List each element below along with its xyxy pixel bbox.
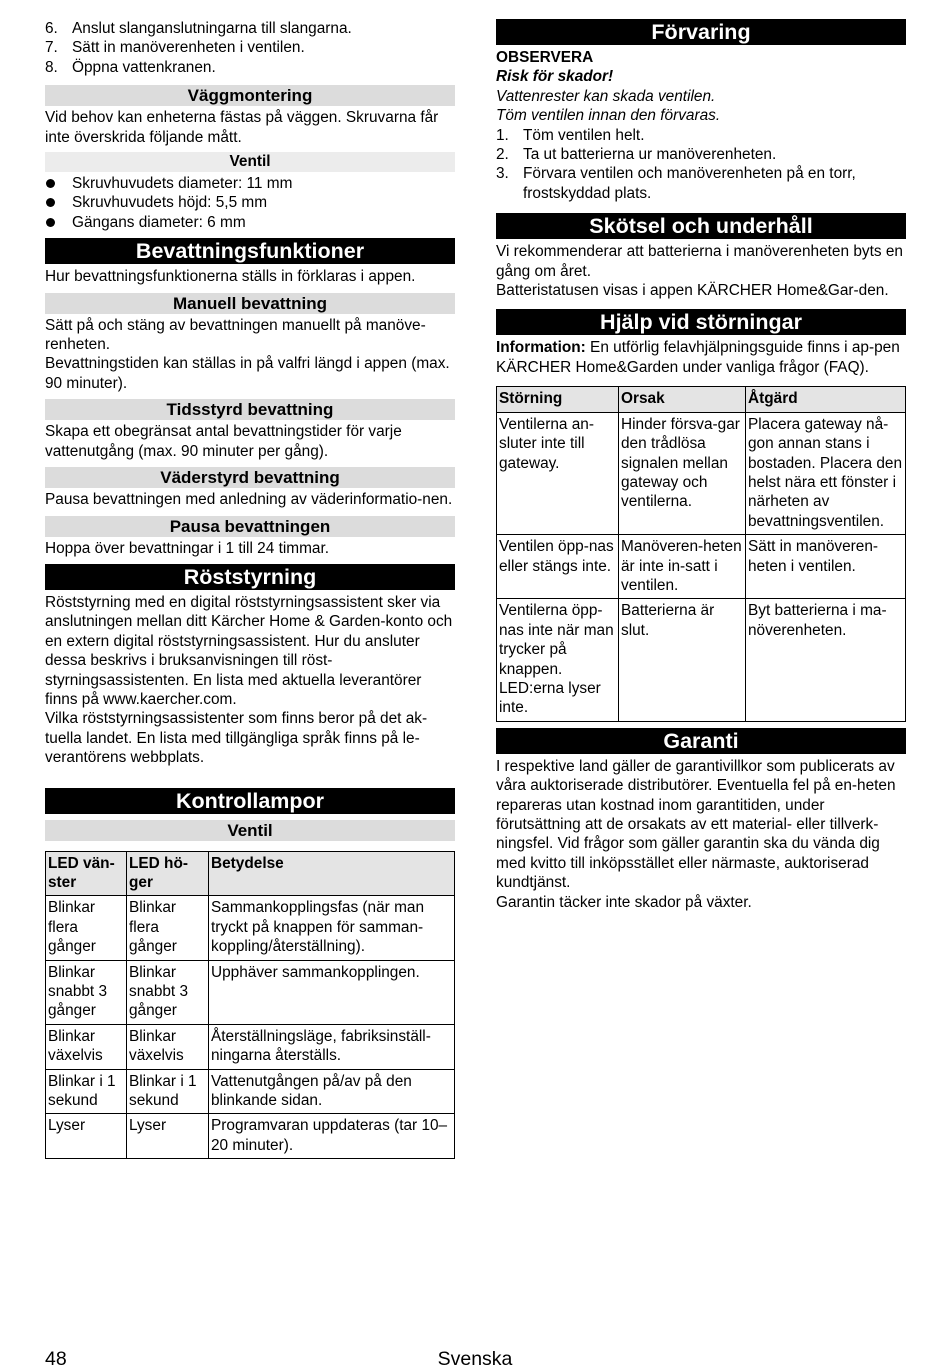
voice-control-text-2: Vilka röststyrningsassistenter som finns beror på det ak-tuella landet. En lista med tillgängliga språk finns på le-verantörens webbplats. (45, 710, 428, 767)
table-header-row (46, 851, 455, 896)
table-cell: Programvaran uppdateras (tar 10–20 minuter). (209, 1114, 455, 1159)
table-cell: Upphäver sammankopplingen. (209, 960, 455, 1024)
table-cell: Blinkar flera gånger (127, 896, 209, 960)
list-item: 8. Öppna vattenkranen. (45, 58, 216, 76)
table-header-cell: LED hö-ger (127, 851, 209, 896)
timed-irrigation-text: Skapa ett obegränsat antal bevattningstider för varje vattenutgång (max. 90 minuter per gång). (45, 423, 402, 460)
warranty-text-1: I respektive land gäller de garantivillkor som publicerats av våra auktoriserade distributörer. Eventuella fel på en-heten repareras utan kostnad inom garantitiden, under förutsättning att de orsakats av ett material- eller tillverk-ningsfel. Vid frågor som gäller garantin ska du vända dig med kvitto till inköpsstället eller närmaste, auktoriserad kundtjänst. (496, 757, 896, 892)
list-item: Gängans diameter: 6 mm (45, 213, 455, 232)
right-column (496, 19, 906, 912)
table-cell: Ventilen öpp-nas eller stängs inte. (497, 535, 619, 599)
voice-control-text-1: Röststyrning med en digital röststyrningsassistent sker via anslutningen mellan ditt Kärcher Home & Garden-konto och en extern digital röststyrningsassistent. Hur du ansluter dessa beskrivs i bruksanvisningen till röst-styrningsassistenten. En lista med aktuella leverantörer finns på www.kaercher.com. (45, 593, 453, 708)
table-header-cell: LED vän-ster (46, 851, 127, 896)
table-cell: Ventilerna öpp-nas inte när man trycker på knappen. LED:erna lyser inte. (497, 599, 619, 721)
table-cell: Blinkar växelvis (46, 1024, 127, 1069)
valve-subheading: Ventil (45, 152, 455, 172)
table-cell: Hinder försva-gar den trådlösa signalen mellan gateway och ventilerna. (619, 412, 746, 534)
warning-line-1: Vattenrester kan skada ventilen. (496, 87, 716, 105)
irrigation-functions-heading: Bevattningsfunktioner (45, 238, 455, 264)
table-cell: Byt batterierna i ma-növerenheten. (746, 599, 906, 721)
table-row (46, 896, 455, 960)
risk-warning: Risk för skador! (496, 68, 614, 86)
list-item: 7. Sätt in manöverenheten i ventilen. (45, 39, 305, 57)
care-text-1: Vi rekommenderar att batterierna i manöverenheten byts en gång om året. (496, 243, 903, 280)
bullet-icon (46, 179, 55, 188)
table-header-cell: Störning (497, 387, 619, 412)
storage-heading: Förvaring (496, 19, 906, 45)
table-header-cell: Åtgärd (746, 387, 906, 412)
list-item: Skruvhuvudets diameter: 11 mm (45, 174, 455, 193)
footer-language: Svenska (437, 1348, 513, 1370)
info-text: En utförlig felavhjälpningsguide finns i ap-pen KÄRCHER Home&Garden under vanliga frågor (FAQ). (496, 339, 900, 376)
timed-irrigation-heading: Tidsstyrd bevattning (45, 399, 455, 420)
valve-bullets (45, 174, 455, 232)
manual-irrigation-text-2: Bevattningstiden kan ställas in på valfri längd i appen (max. 90 minuter). (45, 355, 450, 392)
table-cell: Sammankopplingsfas (när man tryckt på knappen för samman-koppling/återställning). (209, 896, 455, 960)
storage-steps (496, 126, 906, 204)
table-cell: Blinkar växelvis (127, 1024, 209, 1069)
left-column (45, 19, 455, 1163)
wall-mounting-text: Vid behov kan enheterna fästas på väggen. Skruvarna får inte överskrida följande mått. (45, 109, 439, 146)
list-item: 6. Anslut slanganslutningarna till slangarna. (45, 20, 352, 37)
table-cell: Manöveren-heten är inte in-satt i ventilen. (619, 535, 746, 599)
table-row (46, 960, 455, 1024)
voice-control-heading: Röststyrning (45, 564, 455, 590)
indicator-lamps-heading: Kontrollampor (45, 788, 455, 814)
table-header-cell: Betydelse (209, 851, 455, 896)
table-cell: Blinkar i 1 sekund (46, 1069, 127, 1114)
table-cell: Lyser (46, 1114, 127, 1159)
pause-irrigation-text: Hoppa över bevattningar i 1 till 24 timmar. (45, 539, 330, 557)
pause-irrigation-heading: Pausa bevattningen (45, 516, 455, 537)
irrigation-functions-text: Hur bevattningsfunktionerna ställs in förklaras i appen. (45, 268, 416, 286)
care-text-2: Batteristatusen visas i appen KÄRCHER Home&Gar-den. (496, 282, 889, 300)
table-row (497, 599, 906, 721)
table-cell: Placera gateway nå-gon annan stans i bostaden. Placera den helst nära ett fönster i närheten av bevattningsventilen. (746, 412, 906, 534)
list-item: 2. Ta ut batterierna ur manöverenheten. (496, 146, 777, 164)
manual-irrigation-heading: Manuell bevattning (45, 293, 455, 314)
table-row (46, 1114, 455, 1159)
table-cell: Batterierna är slut. (619, 599, 746, 721)
care-heading: Skötsel och underhåll (496, 213, 906, 239)
page-number: 48 (45, 1348, 67, 1370)
notice-title: OBSERVERA (496, 49, 594, 66)
weather-irrigation-text: Pausa bevattningen med anledning av väderinformatio-nen. (45, 491, 453, 509)
info-label: Information: (496, 339, 586, 357)
list-item: 1. Töm ventilen helt. (496, 126, 645, 144)
list-item: Skruvhuvudets höjd: 5,5 mm (45, 193, 455, 212)
table-row (46, 1024, 455, 1069)
wall-mounting-heading: Väggmontering (45, 85, 455, 106)
table-header-cell: Orsak (619, 387, 746, 412)
table-cell: Sätt in manöveren-heten i ventilen. (746, 535, 906, 599)
table-row (497, 535, 906, 599)
troubleshooting-table (496, 386, 906, 722)
warranty-heading: Garanti (496, 728, 906, 754)
table-cell: Blinkar snabbt 3 gånger (46, 960, 127, 1024)
table-cell: Återställningsläge, fabriksinställ-ningarna återställs. (209, 1024, 455, 1069)
manual-irrigation-text-1: Sätt på och stäng av bevattningen manuellt på manöve-renheten. (45, 316, 426, 354)
table-cell: Blinkar snabbt 3 gånger (127, 960, 209, 1024)
install-steps (45, 19, 455, 77)
troubleshooting-info (496, 338, 906, 377)
table-row (46, 1069, 455, 1114)
table-cell: Blinkar flera gånger (46, 896, 127, 960)
table-cell: Blinkar i 1 sekund (127, 1069, 209, 1114)
troubleshooting-heading: Hjälp vid störningar (496, 309, 906, 335)
table-header-row (497, 387, 906, 412)
led-table (45, 851, 455, 1160)
table-cell: Vattenutgången på/av på den blinkande sidan. (209, 1069, 455, 1114)
indicator-lamps-subheading: Ventil (45, 820, 455, 841)
warranty-text-2: Garantin täcker inte skador på växter. (496, 893, 752, 911)
table-cell: Lyser (127, 1114, 209, 1159)
bullet-icon (46, 198, 55, 207)
list-item: 3. Förvara ventilen och manöverenheten på en torr, frostskyddad plats. (496, 165, 856, 202)
weather-irrigation-heading: Väderstyrd bevattning (45, 467, 455, 488)
warning-line-2: Töm ventilen innan den förvaras. (496, 107, 721, 125)
table-cell: Ventilerna an-sluter inte till gateway. (497, 412, 619, 534)
bullet-icon (46, 218, 55, 227)
table-row (497, 412, 906, 534)
